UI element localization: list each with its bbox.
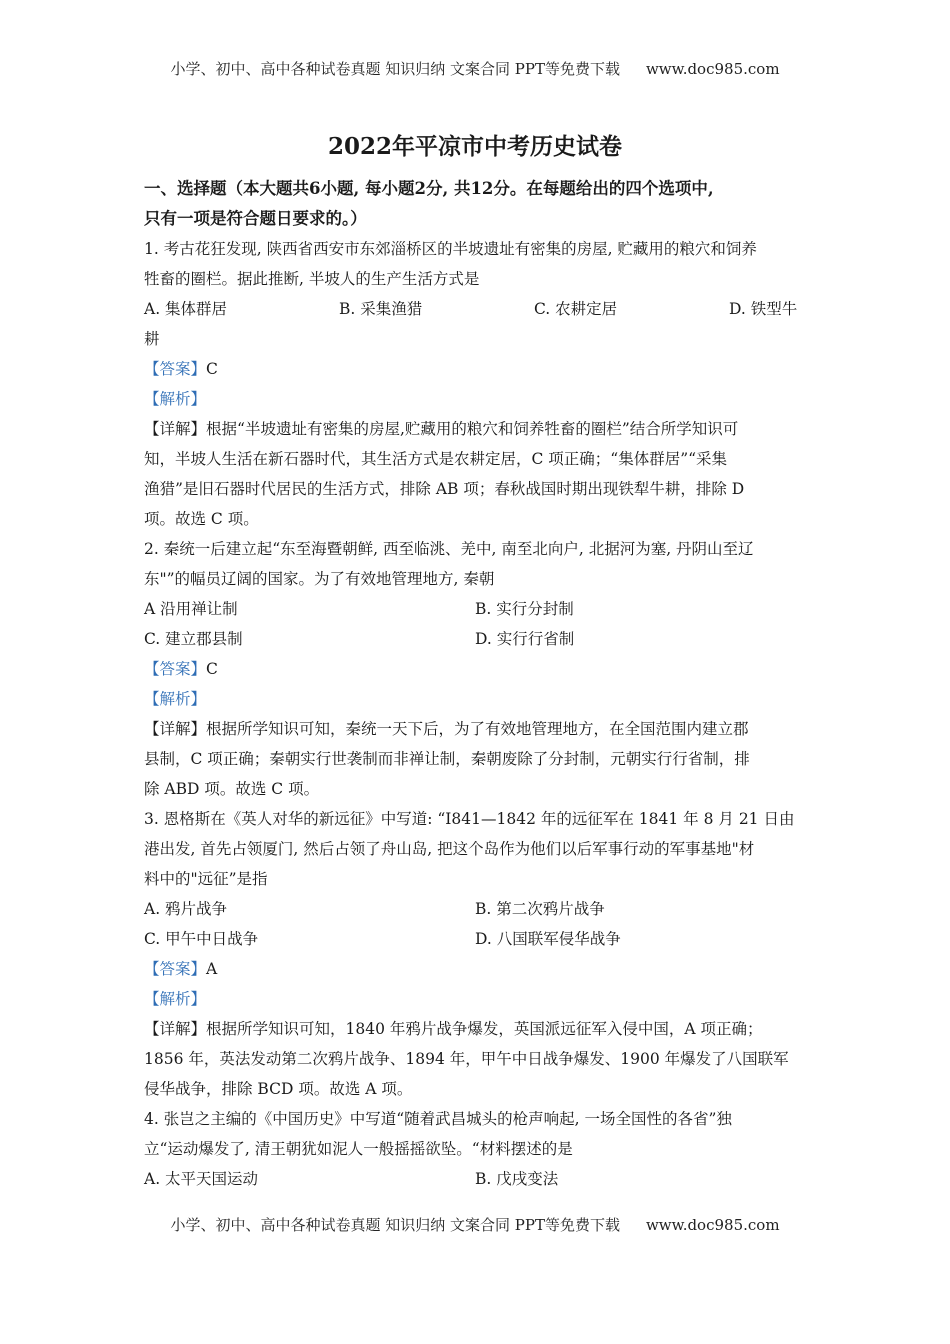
option-d-continuation: 耕 (144, 330, 160, 348)
answer-line (144, 654, 806, 684)
answer-label: 【答案】 (144, 660, 207, 678)
options-row (144, 294, 806, 324)
detail-label: 【详解】 (144, 720, 207, 738)
section-heading-line2: 只有一项是符合题日要求的。） (144, 209, 367, 228)
option-b: B. 第二次鸦片战争 (475, 900, 605, 918)
question-stem: 港出发, 首先占领厦门, 然后占领了舟山岛, 把这个岛作为他们以后军事行动的军事基地"材 (144, 840, 755, 858)
page-title: 2022年平凉市中考历史试卷 (327, 133, 622, 160)
options-row (144, 624, 806, 654)
detail-label: 【详解】 (144, 420, 207, 438)
answer-label: 【答案】 (144, 360, 207, 378)
option-c: C. 建立郡县制 (144, 630, 243, 648)
detail-line: 1856 年，英法发动第二次鸦片战争、1894 年，甲午中日战争爆发、1900 年爆发了八国联军 (144, 1050, 789, 1068)
analysis-label: 【解析】 (144, 990, 207, 1008)
detail-line: 项。故选 C 项。 (144, 510, 259, 528)
section-heading-line1: 一、选择题（本大题共6小题, 每小题2分, 共12分。在每题给出的四个选项中, (144, 179, 714, 198)
detail-line: 【详解】根据所学知识可知，秦统一天下后，为了有效地管理地方，在全国范围内建立郡 (144, 720, 749, 738)
analysis-label: 【解析】 (144, 390, 207, 408)
question-stem: 2. 秦统一后建立起“东至海暨朝鲜, 西至临洮、羌中, 南至北向户, 北据河为塞, 丹阴山至辽 (144, 540, 754, 558)
question-3 (144, 804, 806, 1104)
option-c: C. 甲午中日战争 (144, 930, 259, 948)
detail-line: 除 ABD 项。故选 C 项。 (144, 780, 320, 798)
answer-line (144, 954, 806, 984)
options-row (144, 894, 806, 924)
question-stem: 东"”的幅员辽阔的国家。为了有效地管理地方, 秦朝 (144, 570, 495, 588)
option-b: B. 实行分封制 (475, 600, 574, 618)
detail-line: 县制，C 项正确；秦朝实行世袭制而非禅让制，秦朝废除了分封制，元朝实行行省制，排 (144, 750, 750, 768)
detail-line: 【详解】根据“半坡遗址有密集的房屋,贮藏用的粮穴和饲养牲畜的圈栏”结合所学知识可 (144, 420, 739, 438)
page-header (0, 58, 950, 79)
analysis-label: 【解析】 (144, 690, 207, 708)
question-2 (144, 534, 806, 804)
question-stem: 4. 张岂之主编的《中国历史》中写道“随着武昌城头的枪声响起, 一场全国性的各省”独 (144, 1110, 732, 1128)
answer-label: 【答案】 (144, 960, 207, 978)
analysis-line (144, 384, 806, 414)
header-text: 小学、初中、高中各种试卷真题 知识归纳 文案合同 PPT等免费下载 (170, 60, 620, 78)
options-row (144, 924, 806, 954)
detail-line: 侵华战争，排除 BCD 项。故选 A 项。 (144, 1080, 413, 1098)
answer-value: C (206, 660, 218, 678)
option-b: B. 戊戌变法 (475, 1170, 559, 1188)
option-d: D. 八国联军侵华战争 (475, 930, 621, 948)
answer-value: A (206, 960, 218, 978)
question-stem: 1. 考古花狂发现, 陕西省西安市东郊淄桥区的半坡遗址有密集的房屋, 贮藏用的粮穴和饲养 (144, 240, 757, 258)
footer-site: www.doc985.com (645, 1216, 780, 1234)
option-a: A 沿用禅让制 (144, 600, 238, 618)
header-site: www.doc985.com (645, 60, 780, 78)
detail-line: 渔猎”是旧石器时代居民的生活方式，排除 AB 项；春秋战国时期出现铁犁牛耕，排除 D (144, 480, 745, 498)
option-a: A. 鸦片战争 (144, 900, 228, 918)
question-stem: 料中的"远征”是指 (144, 870, 268, 888)
options-row (144, 594, 806, 624)
question-stem: 牲畜的圈栏。据此推断, 半坡人的生产生活方式是 (144, 270, 480, 288)
detail-line: 【详解】根据所学知识可知，1840 年鸦片战争爆发，英国派远征军入侵中国，A 项正确； (144, 1020, 763, 1038)
answer-value: C (206, 360, 218, 378)
options-row (144, 1164, 806, 1194)
option-a: A. 集体群居 (144, 300, 228, 318)
page-footer (0, 1214, 950, 1235)
question-1 (144, 234, 806, 534)
option-c: C. 农耕定居 (534, 300, 618, 318)
question-4 (144, 1104, 806, 1194)
page-content (144, 130, 806, 1194)
option-d: D. 实行行省制 (475, 630, 575, 648)
answer-line (144, 354, 806, 384)
detail-line: 知，半坡人生活在新石器时代，其生活方式是农耕定居，C 项正确；“集体群居”“采集 (144, 450, 728, 468)
option-d: D. 铁型牛 (729, 300, 798, 318)
option-b: B. 采集渔猎 (339, 300, 423, 318)
analysis-line (144, 684, 806, 714)
question-stem: 立“运动爆发了, 清王朝犹如泥人一般摇摇欲坠。“材料摆述的是 (144, 1140, 573, 1158)
question-stem: 3. 恩格斯在《英人对华的新远征》中写道: “I841—1842 年的远征军在 1841 年 8 月 21 日由 (144, 810, 795, 828)
option-a: A. 太平天国运动 (144, 1170, 259, 1188)
footer-text: 小学、初中、高中各种试卷真题 知识归纳 文案合同 PPT等免费下载 (170, 1216, 620, 1234)
analysis-line (144, 984, 806, 1014)
detail-label: 【详解】 (144, 1020, 207, 1038)
